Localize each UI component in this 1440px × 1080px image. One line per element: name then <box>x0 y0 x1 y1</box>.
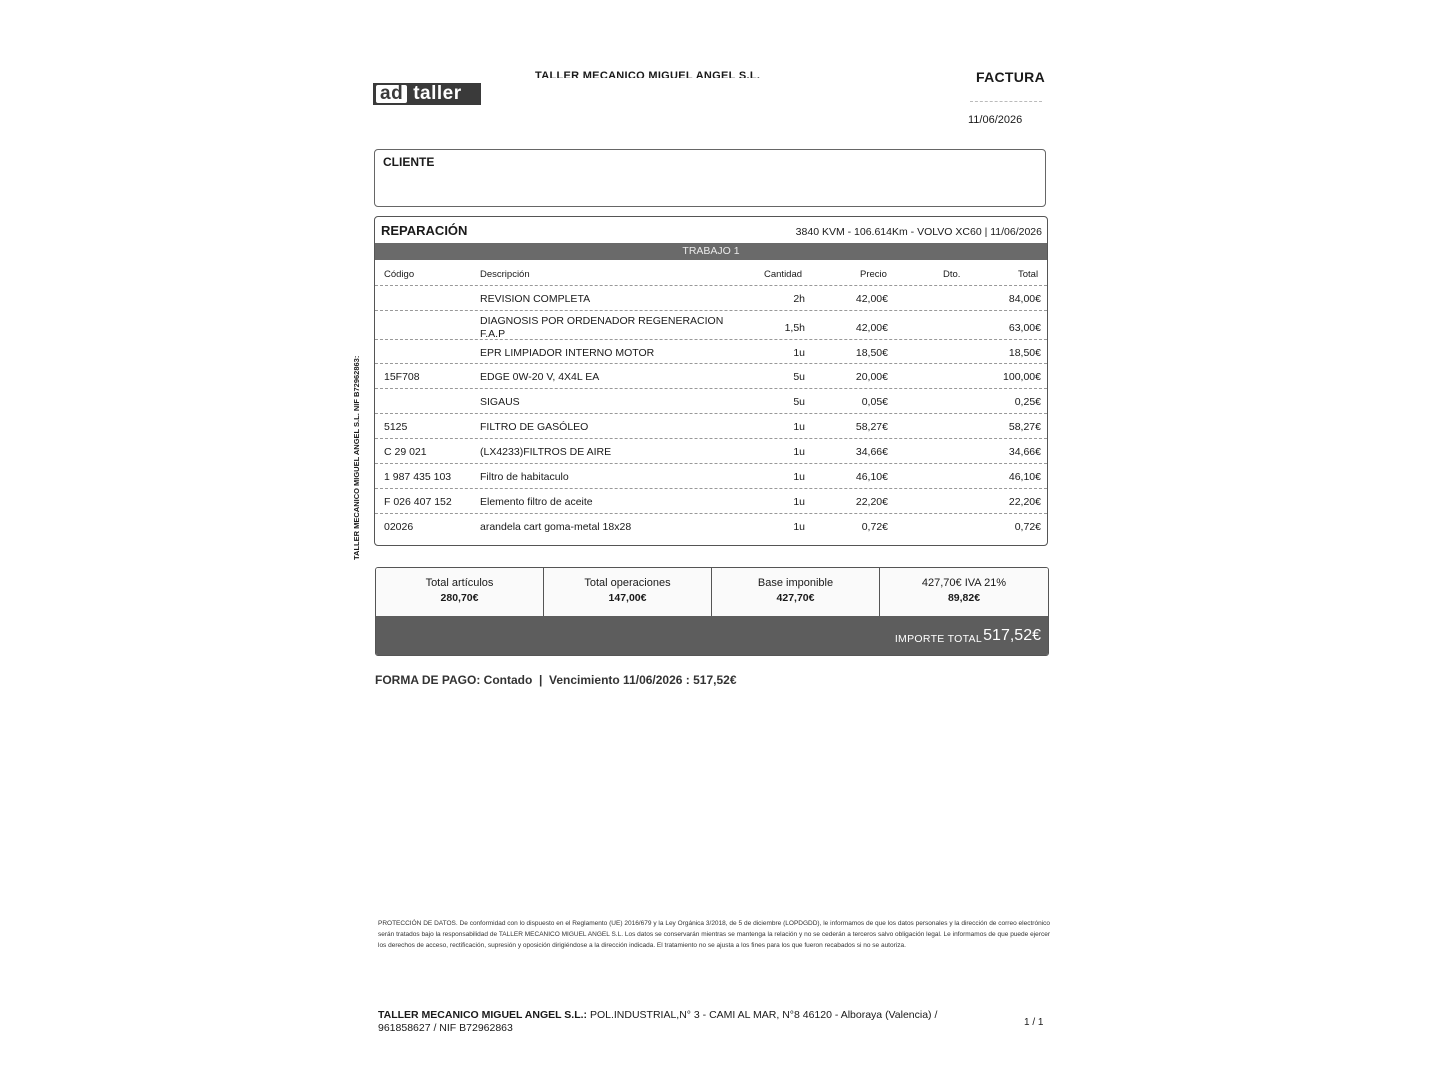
table-row <box>375 363 1047 389</box>
row-quantity: 5u <box>793 371 805 383</box>
totals-box <box>375 567 1049 656</box>
repair-title: REPARACIÓN <box>381 223 468 238</box>
footer <box>378 1009 978 1035</box>
table-row <box>375 388 1047 414</box>
row-price: 0,05€ <box>861 396 888 408</box>
client-box <box>374 149 1046 207</box>
row-description: EDGE 0W-20 V, 4X4L EA <box>480 371 600 383</box>
row-quantity: 1,5h <box>784 322 805 334</box>
vat-value: 89,82€ <box>947 592 981 604</box>
tax-base-label: Base imponible <box>757 577 834 589</box>
company-name-header: TALLER MECANICO MIGUEL ANGEL S.L. <box>535 70 761 78</box>
repair-table <box>374 216 1048 546</box>
row-price: 42,00€ <box>855 322 888 334</box>
column-header-price: Precio <box>860 269 887 280</box>
row-total: 0,25€ <box>1014 396 1041 408</box>
table-row <box>375 285 1047 311</box>
row-price: 20,00€ <box>855 371 888 383</box>
row-price: 34,66€ <box>855 446 888 458</box>
table-row <box>375 339 1047 364</box>
row-total: 22,20€ <box>1008 496 1041 508</box>
row-code: C 29 021 <box>384 446 427 458</box>
row-price: 58,27€ <box>855 421 888 433</box>
vat-cell <box>880 568 1048 616</box>
row-price: 42,00€ <box>855 293 888 305</box>
tax-base-value: 427,70€ <box>776 592 815 604</box>
row-total: 18,50€ <box>1008 347 1041 359</box>
row-price: 22,20€ <box>855 496 888 508</box>
payment-info <box>375 673 737 687</box>
job-header-bar: TRABAJO 1 <box>375 243 1047 260</box>
row-total: 0,72€ <box>1014 521 1041 533</box>
client-label: CLIENTE <box>383 155 435 169</box>
payment-due: Vencimiento 11/06/2026 : 517,52€ <box>549 673 737 687</box>
row-total: 46,10€ <box>1008 471 1041 483</box>
legal-notice: PROTECCIÓN DE DATOS. De conformidad con lo dispuesto en el Reglamento (UE) 2016/679 y la Ley Orgánica 3/2018, de 5 de diciembre (LOPDGDD), le informamos de que los datos personales y la dirección de correo electrónico serán tratados bajo la responsabilidad de TALLER MECANICO MIGUEL ANGEL S.L. Los datos se conservarán mientras se mantenga la relación y no se cederán a terceros salvo obligación legal. Le informamos de que puede ejercer los derechos de acceso, rectificación, supresión y oposición dirigiéndose a la dirección indicada. El tratamiento no se ajusta a los fines para los que fueron recabados si no se autoriza. <box>378 920 1050 949</box>
row-total: 63,00€ <box>1008 322 1041 334</box>
table-row <box>375 438 1047 464</box>
row-code: 02026 <box>384 521 414 533</box>
row-description: arandela cart goma-metal 18x28 <box>480 521 632 533</box>
total-operations-value: 147,00€ <box>608 592 647 604</box>
tax-base-cell <box>712 568 880 616</box>
total-operations-label: Total operaciones <box>584 577 671 589</box>
payment-label: FORMA DE PAGO: <box>375 673 481 687</box>
row-code: 5125 <box>384 421 408 433</box>
company-logo <box>373 83 481 105</box>
row-code: F 026 407 152 <box>384 496 452 508</box>
row-quantity: 1u <box>793 347 805 359</box>
table-row <box>375 513 1047 539</box>
payment-separator: | <box>539 673 543 687</box>
invoice-date: 11/06/2026 <box>968 114 1023 126</box>
column-header-code: Código <box>384 269 415 280</box>
table-row <box>375 488 1047 514</box>
grand-total-bar <box>376 616 1048 655</box>
row-total: 84,00€ <box>1008 293 1041 305</box>
row-price: 0,72€ <box>861 521 888 533</box>
column-header-quantity: Cantidad <box>764 269 803 280</box>
footer-contact: 961858627 / NIF B72962863 <box>378 1022 513 1034</box>
row-quantity: 5u <box>793 396 805 408</box>
row-description: FILTRO DE GASÓLEO <box>480 421 589 433</box>
row-description: Elemento filtro de aceite <box>480 496 593 508</box>
row-total: 58,27€ <box>1008 421 1041 433</box>
column-header-discount: Dto. <box>943 269 961 280</box>
footer-company: TALLER MECANICO MIGUEL ANGEL S.L.: <box>378 1009 588 1021</box>
vat-label: 427,70€ IVA 21% <box>921 577 1007 589</box>
row-total: 34,66€ <box>1008 446 1041 458</box>
row-quantity: 1u <box>793 421 805 433</box>
logo-ad-text: ad <box>376 85 407 103</box>
row-description: SIGAUS <box>480 396 520 408</box>
column-header-total: Total <box>1018 269 1039 280</box>
grand-total-label: IMPORTE TOTAL <box>894 633 982 645</box>
payment-method: Contado <box>483 673 533 687</box>
row-description: DIAGNOSIS POR ORDENADOR REGENERACION F.A.P <box>480 315 724 340</box>
row-code: 1 987 435 103 <box>384 471 452 483</box>
total-articles-cell <box>376 568 544 616</box>
row-quantity: 1u <box>793 496 805 508</box>
vehicle-info: 3840 KVM - 106.614Km - VOLVO XC60 | 11/06/2026 <box>795 226 1042 238</box>
row-description: EPR LIMPIADOR INTERNO MOTOR <box>480 347 655 359</box>
table-row <box>375 413 1047 439</box>
table-row <box>375 463 1047 489</box>
row-description: REVISION COMPLETA <box>480 293 591 305</box>
grand-total-value: 517,52€ <box>983 627 1041 644</box>
row-quantity: 1u <box>793 446 805 458</box>
footer-address: POL.INDUSTRIAL,N° 3 - CAMI AL MAR, N°8 46120 - Alboraya (Valencia) / <box>589 1009 938 1021</box>
row-description: (LX4233)FILTROS DE AIRE <box>480 446 612 458</box>
row-total: 100,00€ <box>1003 371 1041 383</box>
divider <box>970 101 1042 102</box>
document-type: FACTURA <box>976 69 1045 85</box>
logo-taller-text: taller <box>413 83 462 104</box>
column-header-description: Descripción <box>480 269 530 280</box>
total-articles-value: 280,70€ <box>440 592 479 604</box>
table-row <box>375 310 1047 340</box>
row-quantity: 2h <box>793 293 805 305</box>
total-articles-label: Total artículos <box>425 577 494 589</box>
total-operations-cell <box>544 568 712 616</box>
row-quantity: 1u <box>793 521 805 533</box>
row-description: Filtro de habitaculo <box>480 471 569 483</box>
side-company-text: TALLER MECANICO MIGUEL ANGEL S.L. NIF B72962863: <box>352 355 361 560</box>
page-number: 1 / 1 <box>1024 1017 1044 1028</box>
row-code: 15F708 <box>384 371 420 383</box>
row-quantity: 1u <box>793 471 805 483</box>
row-price: 46,10€ <box>855 471 888 483</box>
row-price: 18,50€ <box>855 347 888 359</box>
